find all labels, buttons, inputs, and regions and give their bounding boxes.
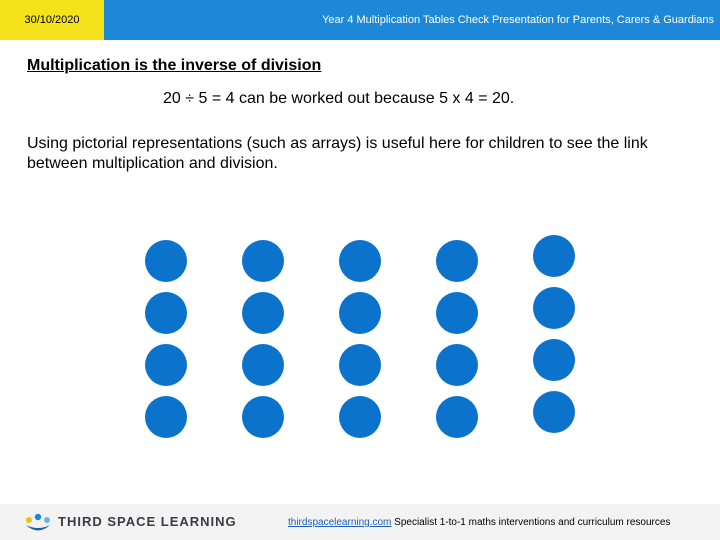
- array-dot: [242, 344, 284, 386]
- array-dot: [436, 240, 478, 282]
- array-dot: [339, 396, 381, 438]
- footer: [0, 504, 720, 540]
- array-dot: [533, 287, 575, 329]
- array-dot: [145, 344, 187, 386]
- footer-tagline: [288, 517, 670, 528]
- array-dot: [242, 292, 284, 334]
- array-dot: [339, 344, 381, 386]
- tagline-text: Specialist 1-to-1 maths interventions and curriculum resources: [391, 517, 671, 528]
- array-dot: [242, 240, 284, 282]
- array-dot: [436, 344, 478, 386]
- array-dot: [533, 391, 575, 433]
- array-dot: [339, 240, 381, 282]
- array-dot: [533, 235, 575, 277]
- array-dot: [145, 396, 187, 438]
- logo-text: THIRD SPACE LEARNING: [58, 514, 237, 529]
- array-dot: [436, 396, 478, 438]
- website-link[interactable]: thirdspacelearning.com: [288, 517, 392, 528]
- array-dot: [145, 292, 187, 334]
- array-dot: [436, 292, 478, 334]
- array-dot: [145, 240, 187, 282]
- array-dot: [339, 292, 381, 334]
- slide-title: Multiplication is the inverse of division: [27, 57, 322, 74]
- date-label: 30/10/2020: [0, 0, 104, 40]
- array-dot: [533, 339, 575, 381]
- equation-text: 20 ÷ 5 = 4 can be worked out because 5 x 4 = 20.: [163, 90, 515, 107]
- presentation-title: Year 4 Multiplication Tables Check Presentation for Parents, Carers & Guardians: [104, 0, 720, 40]
- array-dot: [242, 396, 284, 438]
- explanation-text: Using pictorial representations (such as arrays) is useful here for children to see the link between multiplication and division.: [27, 135, 648, 172]
- logo-mark-icon: [24, 512, 52, 534]
